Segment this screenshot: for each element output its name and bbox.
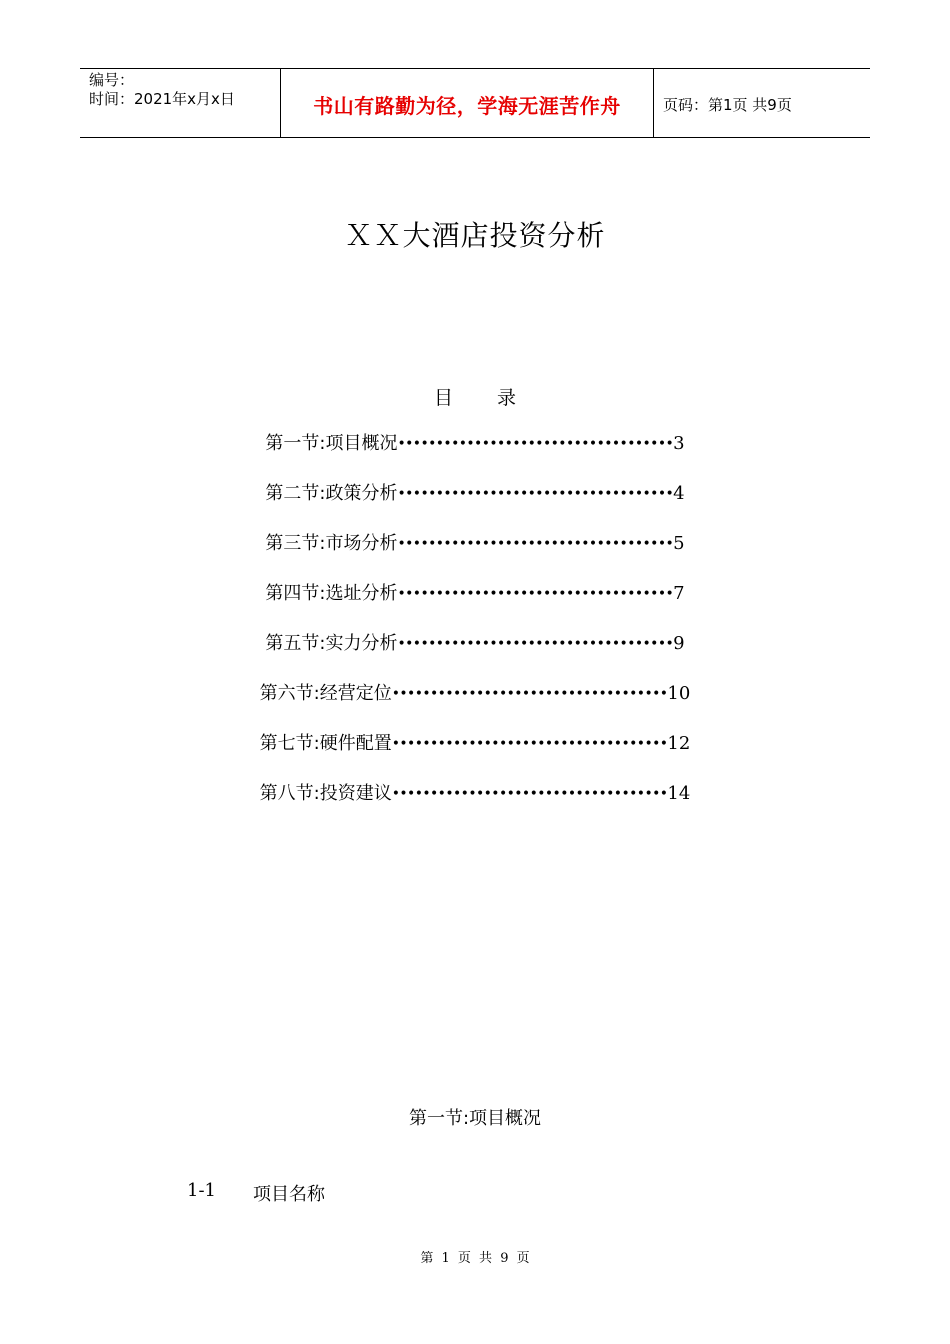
toc-entry-page: 4 [673,483,685,504]
toc-entry-page: 10 [667,683,691,704]
toc-entry[interactable] [0,581,950,631]
subsection-title: 项目名称 [253,1184,325,1205]
toc-entry-label: 第五节:实力分析 [265,633,398,654]
toc-entry-page: 12 [667,733,691,754]
toc-entry-label: 第二节:政策分析 [265,483,398,504]
motto-text: 书山有路勤为径，学海无涯苦作舟 [313,94,621,118]
date-label: 时间：2021年x月x日 [89,90,235,108]
header-meta-cell [80,69,281,137]
toc-entry[interactable] [0,481,950,531]
toc-leader: •••••••••••••••••••••••••••••••••••• [397,486,674,502]
toc-heading: 目录 [433,387,560,409]
toc-entry-label: 第三节:市场分析 [265,533,398,554]
toc-entry-page: 14 [667,783,691,804]
table-of-contents [0,431,950,831]
toc-entry-label: 第四节:选址分析 [265,583,398,604]
section-heading: 第一节:项目概况 [408,1108,542,1129]
toc-entry-label: 第一节:项目概况 [265,433,398,454]
toc-entry-label: 第七节:硬件配置 [259,733,392,754]
toc-entry-page: 9 [673,633,685,654]
toc-entry[interactable] [0,431,950,481]
serial-number-label: 编号： [89,71,135,89]
subsection-number: 1-1 [187,1180,216,1201]
toc-leader: •••••••••••••••••••••••••••••••••••• [397,586,674,602]
toc-entry-page: 3 [673,433,685,454]
toc-entry-label: 第六节:经营定位 [259,683,392,704]
toc-entry[interactable] [0,681,950,731]
toc-leader: •••••••••••••••••••••••••••••••••••• [397,436,674,452]
toc-leader: •••••••••••••••••••••••••••••••••••• [391,686,668,702]
toc-entry-page: 7 [673,583,685,604]
toc-entry-label: 第八节:投资建议 [259,783,392,804]
toc-entry[interactable] [0,731,950,781]
toc-leader: •••••••••••••••••••••••••••••••••••• [391,786,668,802]
toc-leader: •••••••••••••••••••••••••••••••••••• [397,536,674,552]
document-title: ＸＸ大酒店投资分析 [344,219,606,252]
header-page-cell [654,69,870,137]
header-table [80,68,870,138]
header-motto-cell [281,69,654,137]
page-info: 页码：第1页 共9页 [663,96,792,114]
page-footer: 第 1 页 共 9 页 [420,1251,530,1266]
toc-leader: •••••••••••••••••••••••••••••••••••• [391,736,668,752]
subsection-heading [187,1180,325,1206]
toc-leader: •••••••••••••••••••••••••••••••••••• [397,636,674,652]
toc-entry[interactable] [0,531,950,581]
toc-entry[interactable] [0,631,950,681]
toc-entry[interactable] [0,781,950,831]
toc-entry-page: 5 [673,533,685,554]
